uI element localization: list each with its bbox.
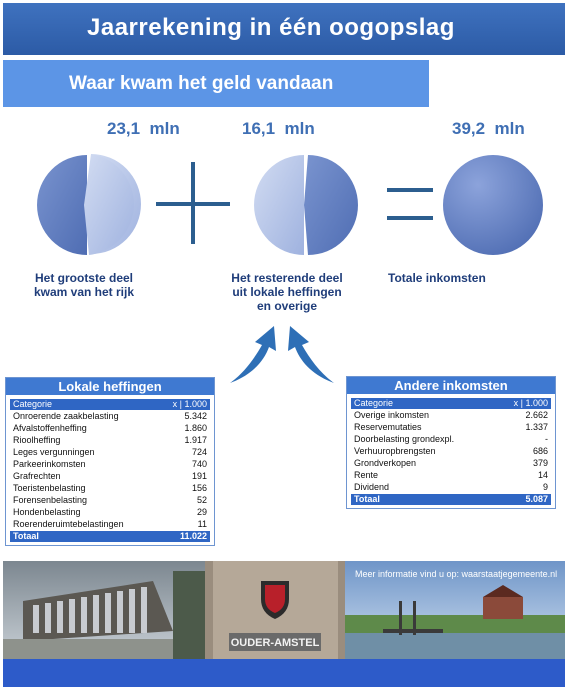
footer-strip	[3, 659, 565, 687]
row-label: Leges vergunningen	[13, 447, 95, 457]
table-row	[351, 421, 551, 433]
row-value: 156	[191, 483, 207, 493]
sign-text: OUDER-AMSTEL	[230, 637, 320, 649]
row-value: 14	[537, 470, 548, 480]
pie-totaal	[438, 150, 548, 260]
table-row	[10, 410, 210, 422]
page-title-banner	[3, 3, 565, 55]
row-value: 52	[196, 495, 207, 505]
page-title: Jaarrekening in één oogopslag	[87, 14, 455, 41]
row-value: 191	[191, 471, 207, 481]
row-value: 11	[197, 519, 207, 529]
row-value: 740	[191, 459, 207, 469]
table-row	[10, 482, 210, 494]
table-row	[10, 434, 210, 446]
pie-rijk-slice-dark	[37, 155, 87, 255]
panel-lokale-heffingen	[5, 377, 215, 546]
row-value: 29	[196, 507, 207, 517]
table-row	[351, 469, 551, 481]
row-value: 2.662	[525, 410, 548, 420]
row-value: 1.337	[525, 422, 548, 432]
panel-andere-inkomsten	[346, 376, 556, 509]
curved-arrows-icon	[224, 323, 344, 385]
pie-lokaal	[254, 150, 364, 260]
row-value: 724	[191, 447, 207, 457]
row-label: Roerenderuimtebelastingen	[13, 519, 124, 529]
row-label: Hondenbelasting	[13, 507, 81, 517]
pie-lokaal-slice-light	[254, 155, 304, 255]
row-value: 9	[542, 482, 548, 492]
table-row	[351, 481, 551, 493]
table-row	[10, 494, 210, 506]
row-label: Toeristenbelasting	[13, 483, 86, 493]
amount-rijk: 23,1 mln	[107, 119, 180, 138]
row-label: Grafrechten	[13, 471, 61, 481]
table-total-row: Totaal 11.022	[10, 531, 210, 542]
row-label: Overige inkomsten	[354, 410, 430, 420]
table-header: Categorie x | 1.000	[10, 399, 210, 410]
section-title: Waar kwam het geld vandaan	[69, 73, 334, 94]
pie-rijk	[34, 150, 144, 260]
row-value: 5.342	[184, 411, 207, 421]
table-header: Categorie x | 1.000	[351, 398, 551, 409]
more-info-text: Meer informatie vind u op: waarstaatjegemeente.nl	[355, 569, 558, 579]
caption-lokaal: Het resterende deel uit lokale heffingen en overige	[231, 271, 343, 313]
caption-totaal: Totale inkomsten	[388, 271, 486, 285]
table-row	[351, 445, 551, 457]
table-row	[10, 446, 210, 458]
table-row	[10, 506, 210, 518]
table-row	[10, 470, 210, 482]
row-value: 379	[532, 458, 548, 468]
table-total-row: Totaal 5.087	[351, 494, 551, 505]
table-row	[10, 518, 210, 530]
row-value: -	[545, 434, 548, 444]
row-label: Parkeerinkomsten	[13, 459, 86, 469]
amount-totaal: 39,2 mln	[452, 119, 525, 138]
row-label: Reservemutaties	[354, 422, 422, 432]
panel-title: Andere inkomsten	[347, 377, 555, 394]
amount-lokaal: 16,1 mln	[242, 119, 315, 138]
table-row	[351, 457, 551, 469]
row-value: 1.917	[184, 435, 207, 445]
panel-title: Lokale heffingen	[6, 378, 214, 395]
table-row	[10, 422, 210, 434]
caption-rijk: Het grootste deel kwam van het rijk	[33, 271, 135, 299]
row-label: Rioolheffing	[13, 435, 61, 445]
row-value: 1.860	[184, 423, 207, 433]
row-label: Forensenbelasting	[13, 495, 88, 505]
pie-lokaal-slice-dark	[304, 155, 358, 255]
row-value: 686	[532, 446, 548, 456]
row-label: Grondverkopen	[354, 458, 417, 468]
row-label: Onroerende zaakbelasting	[13, 411, 119, 421]
plus-icon	[156, 162, 230, 244]
row-label: Dividend	[354, 482, 390, 492]
equals-icon	[387, 184, 433, 224]
table-row	[351, 409, 551, 421]
table-row	[351, 433, 551, 445]
section-title-banner	[3, 60, 429, 107]
row-label: Rente	[354, 470, 379, 480]
row-label: Doorbelasting grondexpl.	[354, 434, 455, 444]
row-label: Afvalstoffenheffing	[13, 423, 87, 433]
table-row	[10, 458, 210, 470]
row-label: Verhuuropbrengsten	[354, 446, 436, 456]
